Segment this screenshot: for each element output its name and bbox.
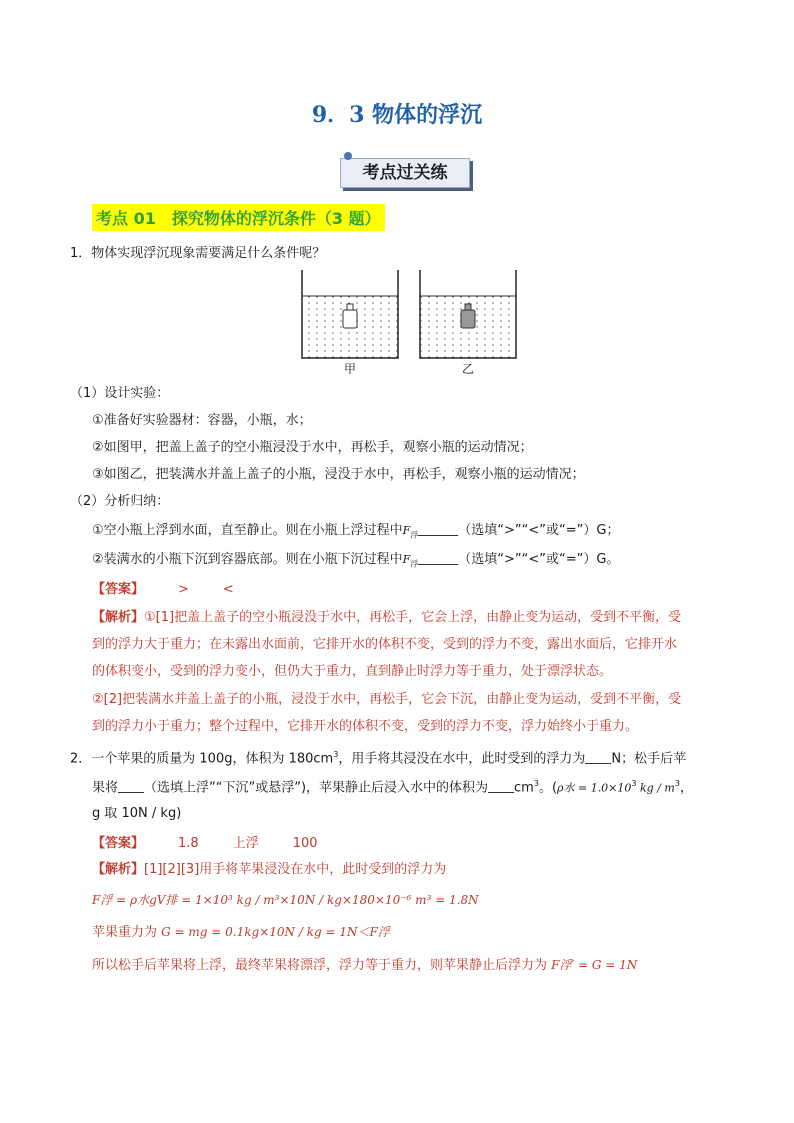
q1-answer — [92, 580, 234, 600]
q2-explanation-1 — [92, 860, 446, 880]
exp-text: 苹果重力为 — [92, 925, 162, 940]
q1-analysis-1 — [92, 521, 619, 546]
q2-text: （选填上浮”“下沉”或悬浮”)，苹果静止后浸入水中的体积为 — [144, 780, 489, 796]
section-badge — [340, 152, 474, 190]
density-formula: ρ水 = 1.0×10 — [557, 781, 632, 795]
answer-value: > — [178, 582, 189, 597]
exp-text: ①[1]把盖上盖子的空小瓶浸没于水中，再松手，它会上浮，由静止变为运动，受到不平衡，受 — [144, 610, 682, 625]
q2-line-3: g 取 10N / kg) — [92, 806, 182, 821]
blank-5 — [488, 779, 514, 793]
exp-text: 所以松手后苹果将上浮，最终苹果将漂浮，浮力等于重力，则苹果静止后浮力为 — [92, 958, 552, 973]
q2-explanation-2 — [92, 922, 390, 943]
blank-1 — [418, 522, 458, 536]
answer-value: 1.8 — [178, 836, 199, 851]
answer-label: 【答案】 — [92, 836, 145, 851]
density-unit: kg / m — [636, 781, 675, 795]
section-heading: 考点 01 探究物体的浮沉条件（3 题） — [92, 204, 385, 231]
q2-text: 2．一个苹果的质量为 100g，体积为 180cm — [70, 751, 334, 767]
q1-explanation-5: 到的浮力小于重力；整个过程中，它排开水的体积不变，受到的浮力不变，浮力始终小于重力。 — [92, 719, 639, 734]
buoyancy-formula: F浮′ = G = 1N — [551, 958, 638, 972]
q2-line-2: 果将 （选填上浮”“下沉”或悬浮”)，苹果静止后浸入水中的体积为 $cm^3$。(ρ水 = $1.0\times 10^3$ kg / $m^3$， — [92, 779, 693, 796]
q2-text: N；松手后苹 — [611, 751, 687, 767]
q2-text: 。( — [538, 780, 558, 796]
beaker-a — [302, 270, 398, 358]
figure-label-b: 乙 — [462, 362, 475, 376]
q1-analysis: （2）分析归纳： — [70, 494, 170, 509]
q2-formula-1: F浮 = ρ水gV排 = 1×10³ kg / m³×10N / kg×180×10⁻⁶ m³ = 1.8N — [92, 893, 479, 907]
beaker-figure — [300, 270, 520, 380]
q2-answer — [92, 834, 318, 854]
pin-icon — [344, 152, 352, 160]
q2-text: 果将 — [92, 780, 119, 796]
q1-design: （1）设计实验： — [70, 386, 170, 401]
f-sub: 浮 — [410, 530, 419, 540]
blank-2 — [418, 551, 458, 565]
blank-3 — [585, 750, 611, 764]
beaker-b — [420, 270, 516, 358]
f-symbol: F — [402, 524, 411, 537]
exp-text: [1][2][3]用手将苹果浸没在水中，此时受到的浮力为 — [144, 862, 447, 877]
q2-text: cm — [514, 780, 534, 796]
q1-step2: ②如图甲，把盖上盖子的空小瓶浸没于水中，再松手，观察小瓶的运动情况； — [92, 440, 533, 455]
q1-a1-post: （选填“>”“<”或“=”）G； — [458, 523, 620, 538]
answer-value: 100 — [292, 836, 318, 851]
badge-label: 考点过关练 — [340, 158, 470, 188]
q1-analysis-2 — [92, 550, 619, 575]
explanation-label: 【解析】 — [92, 862, 145, 877]
f-symbol: F — [402, 553, 411, 566]
q1-stem: 1．物体实现浮沉现象需要满足什么条件呢？ — [70, 246, 326, 261]
q1-step3: ③如图乙，把装满水并盖上盖子的小瓶，浸没于水中，再松手，观察小瓶的运动情况； — [92, 467, 585, 482]
answer-label: 【答案】 — [92, 582, 145, 597]
q1-step1: ①准备好实验器材：容器，小瓶，水； — [92, 413, 312, 428]
q2-explanation-3 — [92, 955, 637, 976]
q1-a2-post: （选填“>”“<”或“=”）G。 — [458, 552, 620, 567]
explanation-label: 【解析】 — [92, 610, 145, 625]
f-sub: 浮 — [410, 559, 419, 569]
figure-label-a: 甲 — [344, 362, 357, 376]
q1-a2-text: ②装满水的小瓶下沉到容器底部。则在小瓶下沉过程中 — [92, 552, 403, 567]
blank-4 — [118, 779, 144, 793]
q1-explanation-1 — [92, 608, 681, 628]
q1-explanation-4: ②[2]把装满水并盖上盖子的小瓶，浸没于水中，再松手，它会下沉，由静止变为运动，受到不平衡，受 — [92, 692, 682, 707]
page-title: 9．3 物体的浮沉 — [311, 102, 483, 128]
answer-value: < — [222, 582, 234, 597]
q2-text: ，用手将其浸没在水中，此时受到的浮力为 — [338, 751, 586, 767]
q2-line-1: 2．一个苹果的质量为 100g，体积为 $180cm^3$，用手将其浸没在水中，此时受到的浮力为 N；松手后苹 — [70, 750, 687, 767]
answer-value: 上浮 — [232, 836, 259, 851]
q1-explanation-3: 的体积变小，受到的浮力变小，但仍大于重力，直到静止时浮力等于重力，处于漂浮状态。 — [92, 664, 613, 679]
q1-a1-text: ①空小瓶上浮到水面，直至静止。则在小瓶上浮过程中 — [92, 523, 403, 538]
q1-explanation-2: 到的浮力大于重力；在未露出水面前，它排开水的体积不变，受到的浮力不变，露出水面后，它排开水 — [92, 637, 678, 652]
gravity-formula: G = mg = 0.1kg×10N / kg = 1N＜F浮 — [161, 925, 390, 939]
